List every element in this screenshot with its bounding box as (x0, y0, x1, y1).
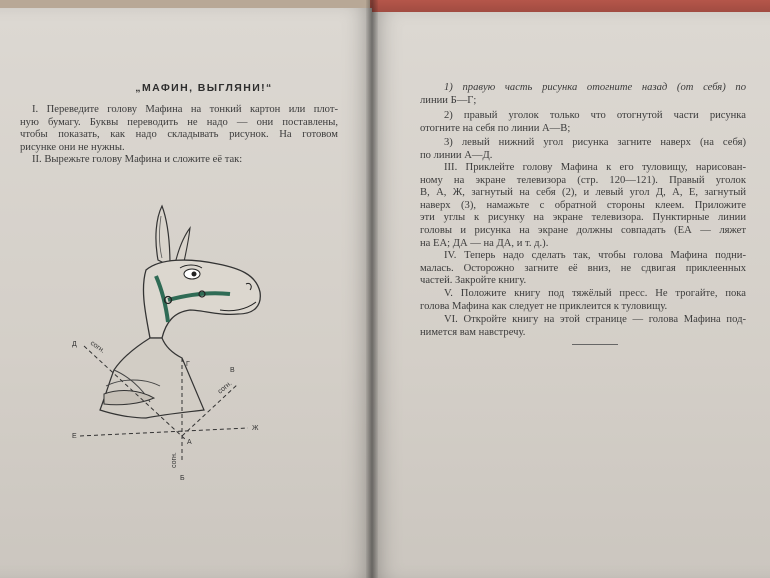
text-line: эти углы к рисунку на экране телевизора. Пунктирные линии (420, 212, 746, 224)
paragraph-step-3 (420, 162, 746, 250)
text-line: частей. Закройте книгу. (420, 275, 527, 287)
label-v: В (230, 367, 235, 374)
text-line: отогните на себя по линии А—В; (420, 122, 571, 134)
text-line: наверх (3), намажьте с обратной стороны клеем. Приложите (420, 199, 746, 211)
paragraph-step-1 (20, 104, 338, 154)
text-line: 2) правый уголок только что отогнутой части рисунка (444, 110, 746, 121)
text-line: В, А, Ж, загнутый на себя (2), и левый угол Д, А, Е, загнутый (420, 187, 746, 199)
text-line: чтобы показать, как надо складывать рисунок. На готовом (20, 129, 338, 141)
label-a: А (187, 439, 192, 446)
label-g: Г (186, 361, 190, 368)
text-line: рисунке они не нужны. (20, 141, 125, 153)
paragraph-step-5 (420, 288, 746, 313)
paragraph-fold-2 (420, 110, 746, 135)
text-line: III. Приклейте голову Мафина к его туловищу, нарисован- (444, 162, 746, 173)
paragraph-step-6 (420, 314, 746, 339)
page-title: „МАФИН, ВЫГЛЯНИ!“ (135, 82, 273, 94)
text-line: 1) правую часть рисунка отогните назад (от себя) по (444, 82, 746, 93)
text-line: I. Переведите голову Мафина на тонкий картон или плот- (32, 104, 338, 115)
text-line: VI. Откройте книгу на этой странице — голова Мафина под- (444, 314, 746, 325)
paragraph-fold-1 (420, 82, 746, 107)
text-line: головы и рисунка на экране должны совпадать (ЕА — ляжет (420, 224, 746, 236)
paragraph-fold-3 (420, 137, 746, 162)
label-zh: Ж (252, 425, 259, 432)
paragraph-step-2 (32, 154, 338, 167)
text-line: на ЕА; ДА — на ДА, и т. д.). (420, 237, 549, 249)
fold-label: согн. (88, 339, 106, 355)
paragraph-step-4 (420, 250, 746, 288)
text-line: ную бумагу. Буквы переводить не надо — они поставлены, (20, 116, 338, 128)
text-line: ному на экране телевизора (стр. 120—121). Правый уголок (420, 174, 746, 186)
text-line: по линии А—Д. (420, 149, 493, 161)
text-line: линии Б—Г; (420, 94, 477, 106)
label-b: Б (180, 475, 185, 482)
text-line: V. Положите книгу под тяжёлый пресс. Не трогайте, пока (444, 288, 746, 299)
right-page (372, 12, 770, 578)
text-line: нимется вам навстречу. (420, 326, 526, 338)
text-line: 3) левый нижний угол рисунка загните наверх (на себя) (444, 137, 746, 148)
fold-label: согн. (171, 452, 178, 468)
label-e: Е (72, 433, 77, 440)
text-line: IV. Теперь надо сделать так, чтобы голова Мафина подни- (444, 250, 746, 261)
section-divider (572, 344, 618, 345)
text-line: II. Вырежьте голову Мафина и сложите её так: (32, 154, 243, 165)
text-line: малась. Осторожно загните её вниз, не сдвигая приклеенных (420, 262, 746, 274)
label-d: Д (72, 341, 77, 348)
fold-label: согн. (216, 379, 234, 396)
book-gutter (366, 0, 378, 578)
left-page (0, 8, 372, 578)
mafin-head-figure (70, 198, 275, 483)
text-line: голова Мафина как следует не приклеится к туловищу. (420, 300, 668, 312)
